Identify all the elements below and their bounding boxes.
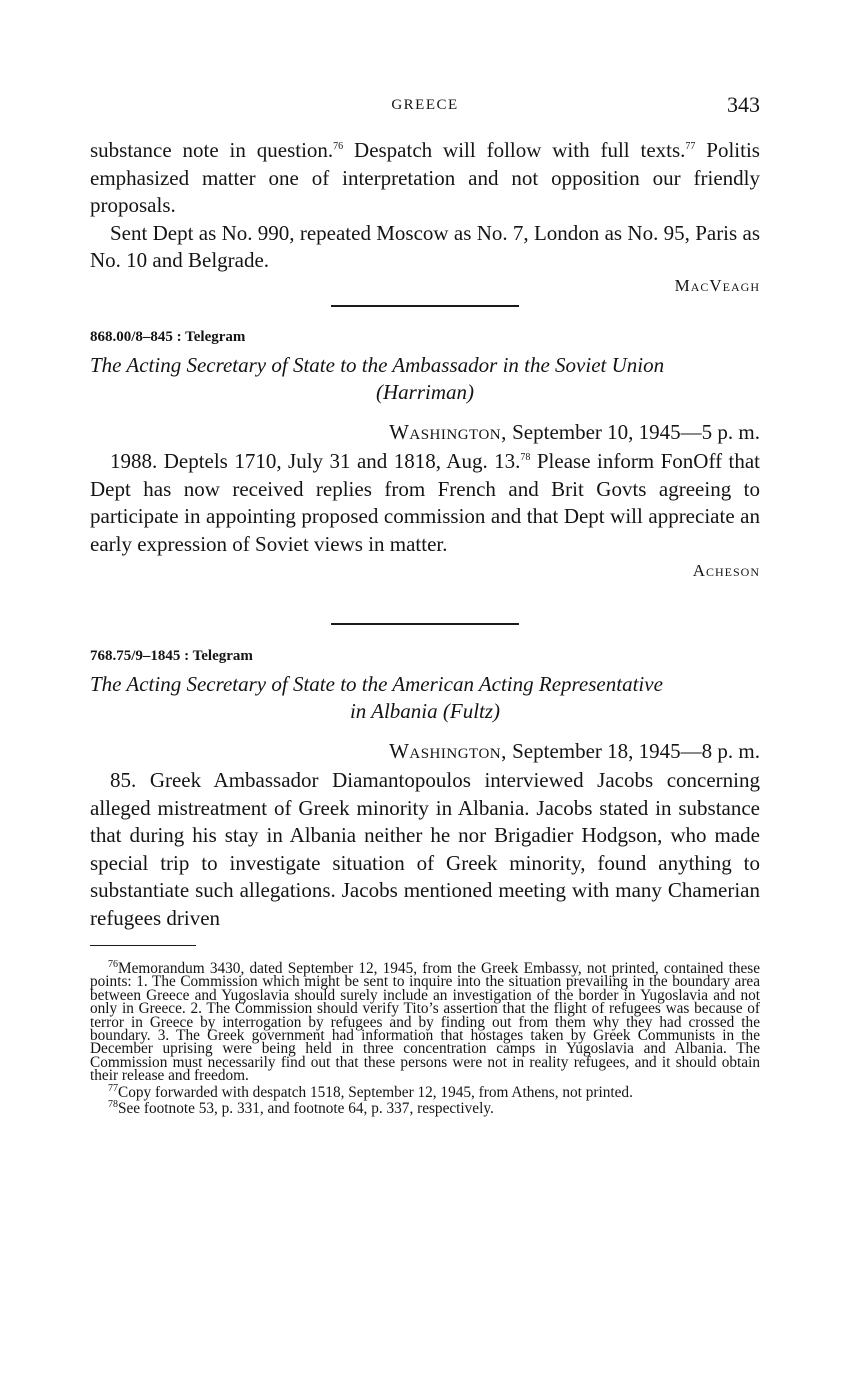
footnotes <box>90 958 760 1118</box>
dateline-place: Washington, <box>389 420 507 444</box>
footnote-76 <box>90 958 760 1085</box>
footnote-divider <box>90 945 196 946</box>
file-reference: 868.00/8–845 : Telegram <box>90 329 246 345</box>
footnote-78 <box>90 1098 760 1118</box>
footnote-ref-76: 76 <box>333 141 344 152</box>
section-divider <box>331 623 519 625</box>
telegram-body <box>90 448 760 558</box>
footnote-text: Copy forwarded with despatch 1518, September 12, 1945, from Athens, not printed. <box>118 1083 633 1101</box>
running-head <box>90 94 760 118</box>
paragraph-text: 1988. Deptels 1710, July 31 and 1818, Aug. 13. <box>110 449 521 473</box>
dateline <box>90 739 760 764</box>
continuation-paragraph <box>90 137 760 220</box>
document-title-cont: (Harriman) <box>376 380 474 404</box>
footnote-text: See footnote 53, p. 331, and footnote 64, p. 337, respectively. <box>118 1100 494 1118</box>
page-number: 343 <box>727 92 760 117</box>
footnote-mark: 77 <box>108 1082 118 1094</box>
paragraph-text: substance note in question. <box>90 138 334 162</box>
paragraph-text: Politis emphasized matter one of interpretation and not opposition our friendly proposals. <box>90 138 760 217</box>
footnote-ref-77: 77 <box>685 141 696 152</box>
telegram-body: 85. Greek Ambassador Diamantopoulos interviewed Jacobs concerning alleged mistreatment of Greek minority in Albania. Jacobs stated in substance that during his stay in Albania neither he nor Brigadier Hodgson, who made special trip to investigate situation of Greek minority, found anything to substantiate such allegations. Jacobs mentioned meeting with many Chamerian refugees driven <box>90 768 760 930</box>
signature-acheson: Acheson <box>692 561 760 580</box>
continuation-section <box>90 137 760 296</box>
footnote-text: Memorandum 3430, dated September 12, 1945, from the Greek Embassy, not printed, contained these points: 1. The Commission which might be sent to inquire into the situation prevailing in the boundary area between Greece and Yugoslavia should surely include an investigation of the border in Yugoslavia and not only in Greece. 2. The Commission should verify Tito’s assertion that the flight of refugees was because of terror in Greece by interrogation by refugees and by finding out from them why they had crossed the boundary. 3. The Greek government had information that hostages taken by Greek Communists in the December uprising were being held in three concentration camps in Yugoslavia and Albania. The Commission must necessarily find out that these persons were not in reality refugees, and it should obtain their release and freedom. <box>90 960 760 1085</box>
section-divider <box>331 305 519 307</box>
document-title: The Acting Secretary of State to the American Acting Representative <box>90 672 663 696</box>
footnote-ref-78: 78 <box>520 452 531 463</box>
footnote-mark: 78 <box>108 1098 118 1110</box>
dateline <box>90 420 760 445</box>
document-page <box>90 0 760 1380</box>
paragraph-text: Please inform FonOff that Dept has now received replies from French and Brit Govts agreeing to participate in appointing proposed commission and that Dept will appreciate an early expression of Soviet views in matter. <box>90 449 761 556</box>
document-title-cont: in Albania (Fultz) <box>349 699 501 723</box>
dateline-place: Washington, <box>389 739 507 763</box>
file-reference: 768.75/9–1845 : Telegram <box>90 648 253 664</box>
paragraph-text: Despatch will follow with full texts. <box>343 138 686 162</box>
footnote-77 <box>90 1082 760 1101</box>
signature-macveagh: MacVeagh <box>674 275 760 295</box>
document-2 <box>90 648 760 932</box>
dateline-date: September 18, 1945—8 p. m. <box>506 739 760 763</box>
continuation-paragraph-2: Sent Dept as No. 990, repeated Moscow as No. 7, London as No. 95, Paris as No. 10 and Belgrade. <box>90 220 760 272</box>
document-title: The Acting Secretary of State to the Ambassador in the Soviet Union <box>90 353 665 377</box>
running-title: GREECE <box>391 97 459 113</box>
document-1 <box>90 329 760 581</box>
dateline-date: September 10, 1945—5 p. m. <box>506 420 760 444</box>
footnote-mark: 76 <box>108 958 118 970</box>
